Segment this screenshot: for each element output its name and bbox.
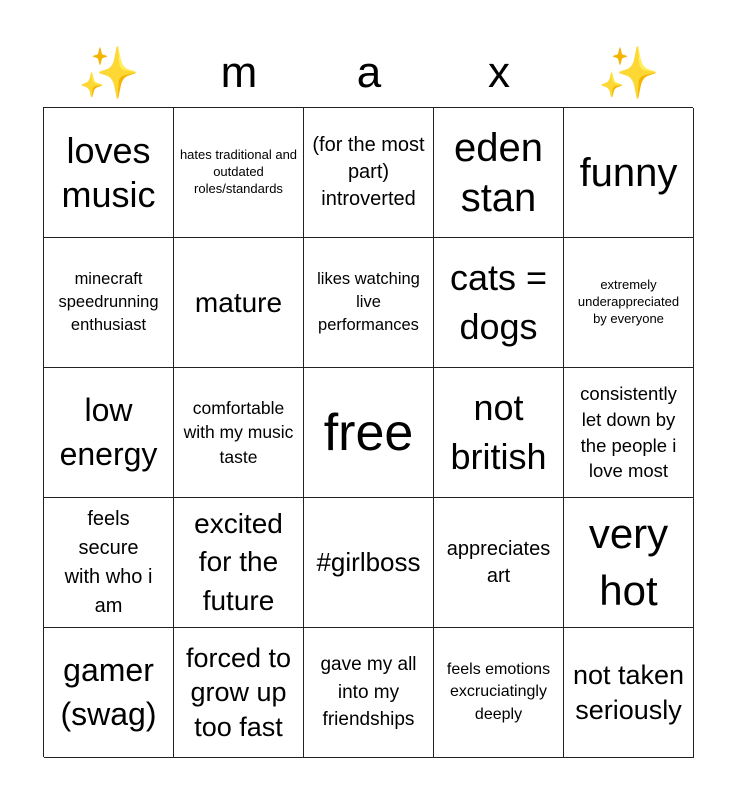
cell-text: loves music xyxy=(61,130,156,215)
bingo-cell[interactable] xyxy=(564,238,694,368)
bingo-cell[interactable] xyxy=(564,108,694,238)
bingo-cell[interactable] xyxy=(304,368,434,498)
free-space: free xyxy=(323,403,414,462)
cell-text: likes watching live performances xyxy=(317,269,420,335)
bingo-cell[interactable] xyxy=(564,368,694,498)
cell-text: forced to grow up too fast xyxy=(185,642,292,742)
bingo-cell[interactable] xyxy=(564,498,694,628)
cell-text: eden stan xyxy=(454,125,543,220)
cell-text: low energy xyxy=(59,392,158,472)
header-letter-a: a xyxy=(356,48,382,97)
bingo-cell[interactable] xyxy=(44,368,174,498)
sparkles-icon: ✨ xyxy=(597,45,661,101)
cell-text: very hot xyxy=(588,509,669,614)
bingo-cell[interactable] xyxy=(434,498,564,628)
bingo-cell[interactable] xyxy=(564,628,694,758)
cell-text: minecraft speedrunning enthusiast xyxy=(58,269,159,335)
cell-text: gave my all into my friendships xyxy=(320,654,417,731)
bingo-grid xyxy=(43,107,693,757)
bingo-cell[interactable] xyxy=(174,368,304,498)
cell-text: #girlboss xyxy=(316,546,421,577)
bingo-cell[interactable] xyxy=(434,108,564,238)
bingo-cell[interactable] xyxy=(44,238,174,368)
cell-text: mature xyxy=(194,286,283,318)
cell-text: hates traditional and outdated roles/standards xyxy=(179,147,298,196)
bingo-cell[interactable] xyxy=(174,238,304,368)
cell-text: not taken seriously xyxy=(572,659,685,725)
bingo-cell[interactable] xyxy=(44,498,174,628)
cell-text: excited for the future xyxy=(194,507,283,616)
bingo-cell[interactable] xyxy=(434,238,564,368)
cell-text: appreciates art xyxy=(446,537,551,587)
header-letter-x: x xyxy=(488,48,510,97)
header-letter-m: m xyxy=(220,48,258,97)
bingo-cell[interactable] xyxy=(174,498,304,628)
bingo-cell[interactable] xyxy=(304,628,434,758)
bingo-cell[interactable] xyxy=(174,108,304,238)
sparkles-icon: ✨ xyxy=(77,45,141,101)
cell-text: cats = dogs xyxy=(449,256,548,347)
bingo-cell[interactable] xyxy=(304,238,434,368)
cell-text: feels secure with who i am xyxy=(64,507,153,617)
bingo-cell[interactable] xyxy=(44,628,174,758)
cell-text: funny xyxy=(579,150,678,195)
bingo-cell[interactable] xyxy=(174,628,304,758)
cell-text: (for the most part) introverted xyxy=(312,134,425,210)
bingo-cell[interactable] xyxy=(44,108,174,238)
cell-text: gamer (swag) xyxy=(60,652,157,732)
bingo-cell[interactable] xyxy=(434,628,564,758)
bingo-cell[interactable] xyxy=(304,498,434,628)
bingo-header xyxy=(44,38,694,108)
cell-text: feels emotions excruciatingly deeply xyxy=(446,660,551,723)
cell-text: not british xyxy=(450,386,547,477)
cell-text: extremely underappreciated by everyone xyxy=(577,277,680,326)
bingo-cell[interactable] xyxy=(304,108,434,238)
bingo-cell[interactable] xyxy=(434,368,564,498)
cell-text: consistently let down by the people i love most xyxy=(580,383,677,482)
cell-text: comfortable with my music taste xyxy=(183,397,294,467)
